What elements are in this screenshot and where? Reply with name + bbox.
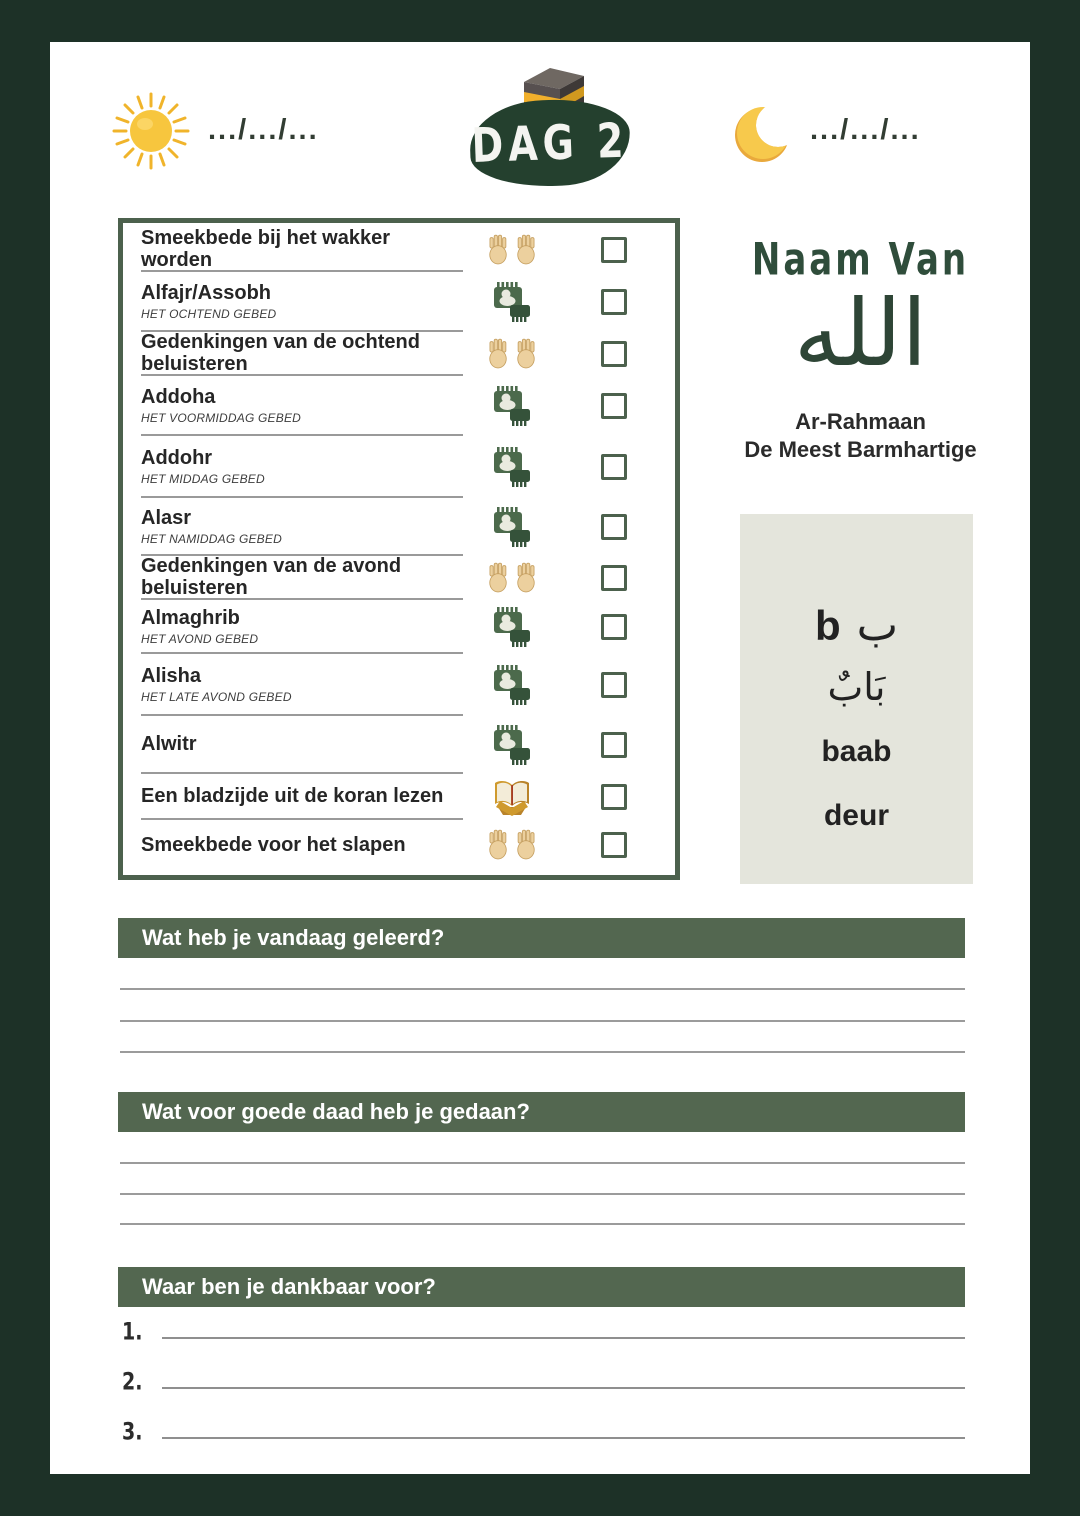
- checklist-row: [123, 556, 675, 600]
- checklist-row: [123, 272, 675, 332]
- item-subtitle: HET NAMIDDAG GEBED: [141, 531, 282, 546]
- item-title: Alfajr/Assobh: [141, 281, 272, 304]
- gratitude-row: [122, 1368, 965, 1396]
- prayer-rug-icon: [489, 605, 535, 649]
- checkbox[interactable]: [601, 565, 627, 591]
- morning-date-field[interactable]: .../.../...: [208, 114, 319, 146]
- gratitude-row: [122, 1318, 965, 1346]
- checkbox[interactable]: [601, 672, 627, 698]
- arabic-letter-card: [740, 514, 973, 884]
- journal-question-2: Wat voor goede daad heb je gedaan?: [118, 1092, 965, 1132]
- gratitude-row: [122, 1418, 965, 1446]
- item-title: Smeekbede bij het wakker worden: [141, 227, 391, 271]
- writing-line[interactable]: [120, 988, 965, 990]
- dua-hands-icon: [489, 337, 535, 371]
- worksheet-page: [50, 42, 1030, 1474]
- checkbox[interactable]: [601, 514, 627, 540]
- item-title: Alasr: [141, 506, 192, 529]
- item-subtitle: HET LATE AVOND GEBED: [141, 689, 292, 704]
- prayer-rug-icon: [489, 723, 535, 767]
- checklist-row: [123, 774, 675, 820]
- checklist-row: [123, 820, 675, 870]
- item-title: Alwitr: [141, 733, 197, 755]
- word-dutch: deur: [823, 799, 889, 832]
- item-title: Alisha: [141, 664, 202, 687]
- crescent-moon-icon: [732, 98, 798, 173]
- checklist-row: [123, 436, 675, 498]
- checklist-row: [123, 600, 675, 654]
- day-label: DAG 2: [470, 112, 630, 174]
- item-title: Addohr: [141, 446, 213, 469]
- asma-meaning: De Meest Barmhartige: [744, 436, 977, 462]
- checkbox[interactable]: [601, 784, 627, 810]
- dua-hands-icon: [489, 828, 535, 862]
- letter-latin: b: [814, 601, 841, 649]
- naam-van-heading: Naam Van: [751, 234, 970, 286]
- writing-line[interactable]: [162, 1387, 965, 1389]
- checklist-row: [123, 332, 675, 376]
- prayer-rug-icon: [489, 505, 535, 549]
- dua-hands-icon: [489, 561, 535, 595]
- word-transliteration: baab: [821, 735, 892, 768]
- word-arabic: بَابٌ: [827, 665, 886, 709]
- allah-calligraphy: الله: [793, 280, 928, 387]
- dua-hands-icon: [489, 233, 535, 267]
- journal-question-1: Wat heb je vandaag geleerd?: [118, 918, 965, 958]
- checkbox[interactable]: [601, 289, 627, 315]
- checkbox[interactable]: [601, 614, 627, 640]
- item-title: Gedenkingen van de avond beluisteren: [141, 555, 402, 599]
- writing-line[interactable]: [162, 1437, 965, 1439]
- writing-line[interactable]: [120, 1223, 965, 1225]
- prayer-rug-icon: [489, 445, 535, 489]
- row-number: 3.: [122, 1418, 143, 1446]
- journal-question-3: Waar ben je dankbaar voor?: [118, 1267, 965, 1307]
- checkbox[interactable]: [601, 832, 627, 858]
- row-number: 1.: [122, 1318, 143, 1346]
- checklist-row: [123, 654, 675, 716]
- checkbox[interactable]: [601, 732, 627, 758]
- prayer-rug-icon: [489, 384, 535, 428]
- item-title: Een bladzijde uit de koran lezen: [141, 785, 444, 807]
- quran-icon: [489, 777, 535, 817]
- item-title: Gedenkingen van de ochtend beluisteren: [141, 331, 420, 375]
- prayer-checklist: [118, 218, 680, 880]
- item-subtitle: HET AVOND GEBED: [141, 631, 259, 646]
- checklist-row: [123, 376, 675, 436]
- item-subtitle: HET OCHTEND GEBED: [141, 306, 277, 321]
- writing-line[interactable]: [162, 1337, 965, 1339]
- writing-line[interactable]: [120, 1020, 965, 1022]
- asma-name: Ar-Rahmaan: [795, 408, 926, 434]
- prayer-rug-icon: [489, 663, 535, 707]
- checkbox[interactable]: [601, 393, 627, 419]
- writing-line[interactable]: [120, 1051, 965, 1053]
- writing-line[interactable]: [120, 1193, 965, 1195]
- item-title: Smeekbede voor het slapen: [141, 834, 406, 856]
- writing-line[interactable]: [120, 1162, 965, 1164]
- day-badge: [469, 97, 632, 189]
- letter-arabic: ب: [856, 600, 899, 651]
- checkbox[interactable]: [601, 237, 627, 263]
- letter-pair: [815, 600, 898, 651]
- checklist-row: [123, 228, 675, 272]
- item-title: Almaghrib: [141, 606, 240, 629]
- prayer-rug-icon: [489, 280, 535, 324]
- evening-date-field[interactable]: .../.../...: [810, 114, 921, 146]
- name-of-allah-block: [698, 234, 1023, 463]
- sun-icon: [110, 90, 192, 177]
- checkbox[interactable]: [601, 341, 627, 367]
- item-subtitle: HET MIDDAG GEBED: [141, 471, 265, 486]
- item-subtitle: HET VOORMIDDAG GEBED: [141, 410, 302, 425]
- checkbox[interactable]: [601, 454, 627, 480]
- item-title: Addoha: [141, 385, 216, 408]
- row-number: 2.: [122, 1368, 143, 1396]
- checklist-row: [123, 716, 675, 774]
- checklist-row: [123, 498, 675, 556]
